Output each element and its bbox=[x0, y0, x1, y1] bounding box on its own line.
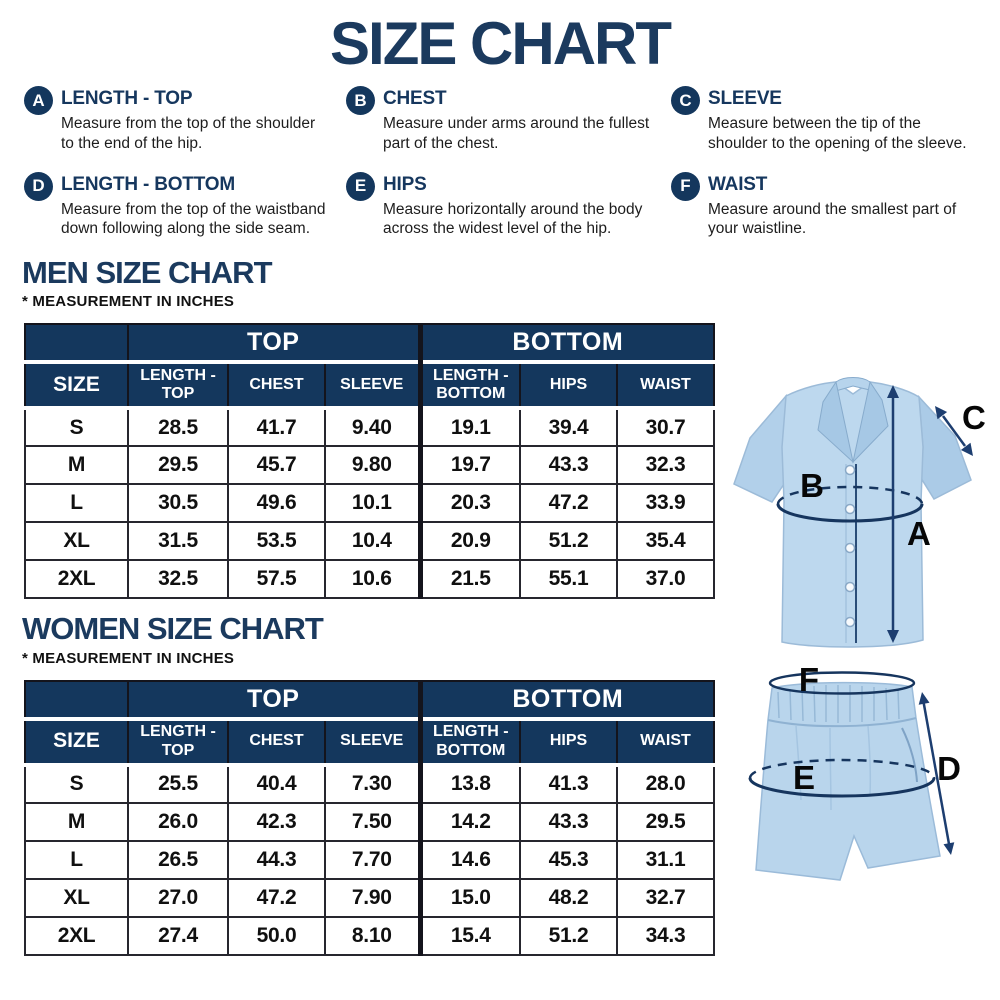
length-top-cell: 27.0 bbox=[128, 879, 228, 917]
waist-cell: 31.1 bbox=[617, 841, 714, 879]
length-bottom-cell: 14.6 bbox=[420, 841, 520, 879]
length-bottom-cell: 19.7 bbox=[420, 446, 520, 484]
letter-f-badge: F bbox=[671, 172, 700, 201]
length-bottom-cell: 21.5 bbox=[420, 560, 520, 598]
sleeve-cell: 8.10 bbox=[325, 917, 420, 955]
column-header-size: SIZE bbox=[25, 719, 128, 765]
waist-cell: 30.7 bbox=[617, 408, 714, 446]
length-top-cell: 26.0 bbox=[128, 803, 228, 841]
table-row bbox=[25, 560, 714, 598]
hips-cell: 51.2 bbox=[520, 917, 617, 955]
column-header-hips: HIPS bbox=[520, 719, 617, 765]
definition-description: Measure from the top of the shoulder to the end of the hip. bbox=[61, 115, 316, 152]
hips-cell: 51.2 bbox=[520, 522, 617, 560]
definition-length-bottom bbox=[24, 171, 346, 240]
length-bottom-cell: 13.8 bbox=[420, 765, 520, 803]
button-icon bbox=[846, 583, 855, 592]
letter-e-badge: E bbox=[346, 172, 375, 201]
column-header-sleeve: SLEEVE bbox=[325, 719, 420, 765]
definition-description: Measure horizontally around the body across the widest level of the hip. bbox=[383, 200, 643, 238]
chest-cell: 57.5 bbox=[228, 560, 325, 598]
chest-cell: 42.3 bbox=[228, 803, 325, 841]
bottom-group-header: BOTTOM bbox=[420, 681, 714, 719]
table-row bbox=[25, 803, 714, 841]
waist-cell: 29.5 bbox=[617, 803, 714, 841]
label-c: C bbox=[962, 399, 986, 436]
length-top-cell: 29.5 bbox=[128, 446, 228, 484]
size-cell: M bbox=[25, 446, 128, 484]
length-top-cell: 30.5 bbox=[128, 484, 228, 522]
pajama-shirt-illustration bbox=[722, 352, 997, 657]
length-bottom-cell: 20.3 bbox=[420, 484, 520, 522]
size-cell: L bbox=[25, 484, 128, 522]
sleeve-cell: 10.1 bbox=[325, 484, 420, 522]
chest-cell: 44.3 bbox=[228, 841, 325, 879]
length-top-cell: 26.5 bbox=[128, 841, 228, 879]
length-top-cell: 28.5 bbox=[128, 408, 228, 446]
sleeve-cell: 10.4 bbox=[325, 522, 420, 560]
hips-cell: 45.3 bbox=[520, 841, 617, 879]
definition-title: WAIST bbox=[708, 173, 768, 195]
table-row bbox=[25, 446, 714, 484]
column-header-hips: HIPS bbox=[520, 362, 617, 408]
letter-d-badge: D bbox=[24, 172, 53, 201]
length-bottom-cell: 20.9 bbox=[420, 522, 520, 560]
letter-b-badge: B bbox=[346, 86, 375, 115]
definition-title: CHEST bbox=[383, 88, 447, 109]
column-header-length-bottom: LENGTH - BOTTOM bbox=[420, 362, 520, 408]
definition-length-top bbox=[24, 85, 346, 154]
sleeve-cell: 7.30 bbox=[325, 765, 420, 803]
pajama-shorts-illustration bbox=[718, 658, 998, 993]
definition-title: HIPS bbox=[383, 173, 427, 195]
label-d: D bbox=[937, 750, 961, 787]
length-bottom-cell: 15.4 bbox=[420, 917, 520, 955]
length-bottom-cell: 14.2 bbox=[420, 803, 520, 841]
column-header-length-top: LENGTH - TOP bbox=[128, 362, 228, 408]
label-b: B bbox=[800, 467, 824, 504]
hips-cell: 41.3 bbox=[520, 765, 617, 803]
length-top-cell: 27.4 bbox=[128, 917, 228, 955]
column-header-length-bottom: LENGTH - BOTTOM bbox=[420, 719, 520, 765]
column-header-chest: CHEST bbox=[228, 362, 325, 408]
length-top-cell: 25.5 bbox=[128, 765, 228, 803]
chest-cell: 40.4 bbox=[228, 765, 325, 803]
column-header-chest: CHEST bbox=[228, 719, 325, 765]
measurement-definitions bbox=[24, 85, 1000, 256]
definition-title: LENGTH - TOP bbox=[61, 88, 193, 109]
size-cell: M bbox=[25, 803, 128, 841]
hips-cell: 43.3 bbox=[520, 446, 617, 484]
hips-cell: 39.4 bbox=[520, 408, 617, 446]
length-top-cell: 31.5 bbox=[128, 522, 228, 560]
definition-hips bbox=[346, 171, 671, 240]
size-cell: S bbox=[25, 765, 128, 803]
waist-cell: 35.4 bbox=[617, 522, 714, 560]
size-cell: S bbox=[25, 408, 128, 446]
waist-cell: 34.3 bbox=[617, 917, 714, 955]
hips-cell: 48.2 bbox=[520, 879, 617, 917]
women-size-table bbox=[24, 680, 715, 956]
table-row bbox=[25, 484, 714, 522]
table-row bbox=[25, 879, 714, 917]
hips-cell: 55.1 bbox=[520, 560, 617, 598]
letter-a-badge: A bbox=[24, 86, 53, 115]
women-section-heading: WOMEN SIZE CHART bbox=[22, 611, 323, 647]
corner-cell bbox=[25, 681, 128, 719]
sleeve-cell: 9.40 bbox=[325, 408, 420, 446]
chest-cell: 50.0 bbox=[228, 917, 325, 955]
length-bottom-cell: 15.0 bbox=[420, 879, 520, 917]
page-title: SIZE CHART bbox=[330, 10, 670, 77]
table-row bbox=[25, 408, 714, 446]
column-header-waist: WAIST bbox=[617, 719, 714, 765]
size-cell: XL bbox=[25, 522, 128, 560]
definition-title: LENGTH - BOTTOM bbox=[61, 173, 235, 195]
button-icon bbox=[846, 466, 855, 475]
sleeve-cell: 7.90 bbox=[325, 879, 420, 917]
sleeve-cell: 10.6 bbox=[325, 560, 420, 598]
definition-description: Measure from the top of the waistband down following along the side seam. bbox=[61, 200, 326, 238]
column-header-waist: WAIST bbox=[617, 362, 714, 408]
length-bottom-cell: 19.1 bbox=[420, 408, 520, 446]
waist-cell: 32.7 bbox=[617, 879, 714, 917]
sleeve-cell: 7.70 bbox=[325, 841, 420, 879]
label-f: F bbox=[798, 661, 820, 698]
size-cell: XL bbox=[25, 879, 128, 917]
hips-cell: 47.2 bbox=[520, 484, 617, 522]
chest-cell: 53.5 bbox=[228, 522, 325, 560]
definition-description: Measure between the tip of the shoulder to the opening of the sleeve. bbox=[708, 115, 967, 152]
table-row bbox=[25, 841, 714, 879]
sleeve-cell: 9.80 bbox=[325, 446, 420, 484]
column-header-sleeve: SLEEVE bbox=[325, 362, 420, 408]
chest-cell: 45.7 bbox=[228, 446, 325, 484]
definition-sleeve bbox=[671, 85, 1000, 154]
size-cell: L bbox=[25, 841, 128, 879]
size-cell: 2XL bbox=[25, 560, 128, 598]
definition-chest bbox=[346, 85, 671, 154]
shorts-diagram-icon bbox=[718, 658, 998, 993]
top-group-header: TOP bbox=[128, 324, 420, 362]
waist-cell: 37.0 bbox=[617, 560, 714, 598]
women-measurement-note: * MEASUREMENT IN INCHES bbox=[22, 649, 235, 667]
bottom-group-header: BOTTOM bbox=[420, 324, 714, 362]
waist-cell: 32.3 bbox=[617, 446, 714, 484]
chest-cell: 47.2 bbox=[228, 879, 325, 917]
table-row bbox=[25, 917, 714, 955]
table-row bbox=[25, 765, 714, 803]
men-section-heading: MEN SIZE CHART bbox=[22, 255, 272, 291]
shirt-diagram-icon bbox=[722, 352, 997, 657]
waist-cell: 33.9 bbox=[617, 484, 714, 522]
top-group-header: TOP bbox=[128, 681, 420, 719]
button-icon bbox=[846, 544, 855, 553]
button-icon bbox=[846, 505, 855, 514]
length-top-cell: 32.5 bbox=[128, 560, 228, 598]
men-size-table bbox=[24, 323, 715, 599]
column-header-size: SIZE bbox=[25, 362, 128, 408]
chest-cell: 49.6 bbox=[228, 484, 325, 522]
hips-cell: 43.3 bbox=[520, 803, 617, 841]
size-cell: 2XL bbox=[25, 917, 128, 955]
letter-c-badge: C bbox=[671, 86, 700, 115]
table-row bbox=[25, 522, 714, 560]
button-icon bbox=[846, 618, 855, 627]
chest-cell: 41.7 bbox=[228, 408, 325, 446]
column-header-length-top: LENGTH - TOP bbox=[128, 719, 228, 765]
label-a: A bbox=[907, 515, 931, 552]
label-e: E bbox=[792, 759, 816, 796]
definition-description: Measure under arms around the fullest part of the chest. bbox=[383, 115, 650, 152]
definition-waist bbox=[671, 171, 1000, 240]
definition-title: SLEEVE bbox=[708, 88, 782, 109]
men-measurement-note: * MEASUREMENT IN INCHES bbox=[22, 293, 235, 311]
definition-description: Measure around the smallest part of your waistline. bbox=[708, 200, 957, 238]
sleeve-cell: 7.50 bbox=[325, 803, 420, 841]
corner-cell bbox=[25, 324, 128, 362]
waist-cell: 28.0 bbox=[617, 765, 714, 803]
